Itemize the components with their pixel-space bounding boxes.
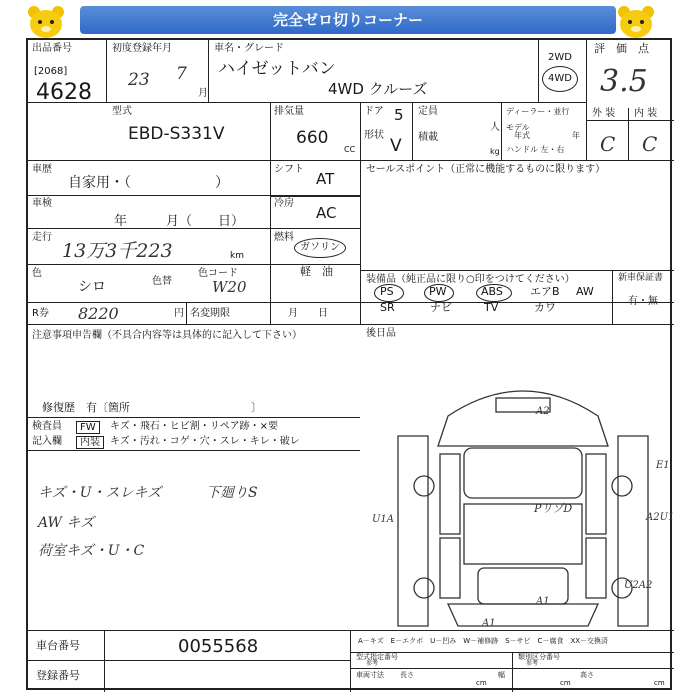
banner-title: 完全ゼロ切りコーナー [80,6,616,34]
exterior-label: 外 装 [592,108,616,119]
mileage-label: 走行 [32,232,52,243]
inspector-label: 検査員 [32,421,62,432]
fuel-gasoline: ガソリン [300,242,340,253]
lot-number: 4628 [36,80,92,105]
expiry-label: 名変期限 [190,308,230,319]
handle-label: ハンドル 左・右 [506,145,565,154]
cc-unit: CC [344,145,356,154]
drive-2wd-label: 2WD [548,52,572,63]
vehicle-damage-diagram [378,376,668,632]
model-label: 型式 [112,106,132,117]
chassis-label: 車台番号 [36,639,80,652]
notes-label: 注意事項申告欄（不具合内容等は具体的に記入して下さい） [32,330,302,341]
displacement-label: 排気量 [274,106,304,117]
history-value: 自家用・（ ） [68,175,229,191]
damage-mark-a1-rear: A1 [536,596,550,607]
load-label: 積載 [418,132,438,143]
dim-length-unit: cm [476,679,487,687]
fuel-label: 燃料 [274,232,294,243]
inspector-fw: FW [76,421,100,434]
overall-score: 3.5 [600,64,648,99]
shift-value: AT [316,170,335,188]
equip-pw: PW [429,285,447,298]
registration-year: 23 [128,70,150,90]
mascot-bear-icon [22,4,70,40]
equip-ps: PS [380,285,394,298]
exterior-score: C [600,132,616,156]
equip-abs: ABS [481,285,503,298]
yen-unit: 円 [174,308,184,319]
equip-tv: TV [484,301,499,314]
aircon-value: AC [316,204,337,222]
month-unit: 月 [198,88,208,99]
capacity-label: 定員 [418,106,438,117]
damage-mark-a2-front: A2 [536,406,550,417]
damage-mark-e1: E1 [656,460,670,471]
color-code-label: 色コード [198,268,238,279]
equip-leather: カワ [534,301,556,314]
hand-note-1: キズ・U・スレキズ [38,485,162,501]
inspection-units: 年 月（ 日） [114,214,245,229]
recycle-value: 8220 [78,304,119,323]
kg-unit: kg [490,147,500,156]
score-label: 評 価 点 [594,42,649,55]
fuel-diesel: 軽 油 [300,265,333,278]
mileage-value: 13万3千223 [62,240,173,262]
interior-label: 内 装 [634,108,658,119]
color-change-label: 色替 [152,276,172,287]
person-unit: 人 [490,122,500,133]
repair-history-label: 修復歴 有〔箇所 〕 [42,401,262,414]
model-year-label: モデル [506,123,530,132]
dim-length: 長さ [400,671,414,679]
inspection-label: 車検 [32,198,52,209]
expiry-units: 月 日 [288,308,328,319]
mascot-bear-icon [612,4,660,40]
hand-note-4: 荷室キズ・U・C [38,543,145,559]
history-label: 車歴 [32,164,52,175]
equip-aw: AW [576,285,594,298]
shape-value: V [390,136,402,156]
lot-code: [2068] [34,66,68,77]
sales-point-label: セールスポイント（正常に機能するものに限ります） [366,164,606,175]
type-spec-label: 型式指定番号 [356,653,398,661]
type-spec-sub: 参考 [366,660,379,667]
shift-label: シフト [274,164,304,175]
damage-mark-a1-bottom: A1 [482,618,496,629]
equipment-label: 装備品（純正品に限り○印をつけてください） [366,274,575,285]
doors-value: 5 [394,106,404,124]
dealer-label: ディーラー・並行 [506,107,570,116]
car-name-label: 車名・グレード [214,43,284,54]
dim-width: 幅 [498,671,505,679]
first-registration-label: 初度登録年月 [112,43,172,54]
doors-label: ドア [364,106,384,117]
color-value: シロ [78,279,106,295]
equip-navi: ナビ [430,301,452,314]
grade: 4WD クルーズ [328,80,428,98]
damage-mark-roof: PリゾD [534,502,573,515]
lot-number-label: 出品番号 [32,43,72,54]
model-year-sub: 年式 [514,131,530,140]
entry-label: 記入欄 [32,436,62,447]
km-unit: km [230,251,244,261]
entry-interior: 内装 [76,436,104,449]
inspection-sheet [26,38,675,690]
chassis-number: 0055568 [178,636,259,657]
dim-height: 高さ [580,671,594,679]
color-label: 色 [32,268,42,279]
car-name: ハイゼットバン [218,59,336,79]
equip-airbag: エアB [530,285,560,298]
damage-mark-u1a: U1A [372,514,395,525]
registration-month: 7 [176,64,187,84]
dim-height-unit: cm [654,679,665,687]
equip-sr: SR [380,301,395,314]
interior-score: C [642,132,658,156]
class-label: 類別区分番号 [518,653,560,661]
entry-items: キズ・汚れ・コゲ・穴・スレ・キレ・破レ [110,436,300,447]
warranty-label: 新車保証書 [618,273,664,283]
inspector-items: キズ・飛石・ヒビ割・リペア跡・×要 [110,421,278,432]
recycle-label: R券 [32,308,49,319]
damage-mark-a2u1: A2U1 [646,512,675,523]
class-sub: 参考 [526,660,539,667]
shape-label: 形状 [364,130,384,141]
damage-mark-u2a2: U2A2 [624,580,653,591]
displacement-value: 660 [296,128,329,148]
dim-width-unit: cm [560,679,571,687]
plate-label: 登録番号 [36,669,80,682]
model-code: EBD-S331V [128,124,225,144]
hand-note-3: AW キズ [38,515,95,531]
warranty-value: 有・無 [628,296,658,307]
drive-4wd-value: 4WD [548,73,572,84]
hand-note-2: 下廻りS [206,485,258,501]
damage-legend: A－キズ E－エクボ U－凹み W－補修跡 S－サビ C－腐食 XX－交換済 [358,637,609,645]
color-code-value: W20 [212,278,247,296]
dim-label: 車両寸法 [356,671,384,679]
aircon-label: 冷房 [274,198,294,209]
year-unit: 年 [572,131,580,140]
post-delivery-label: 後日品 [366,328,396,339]
